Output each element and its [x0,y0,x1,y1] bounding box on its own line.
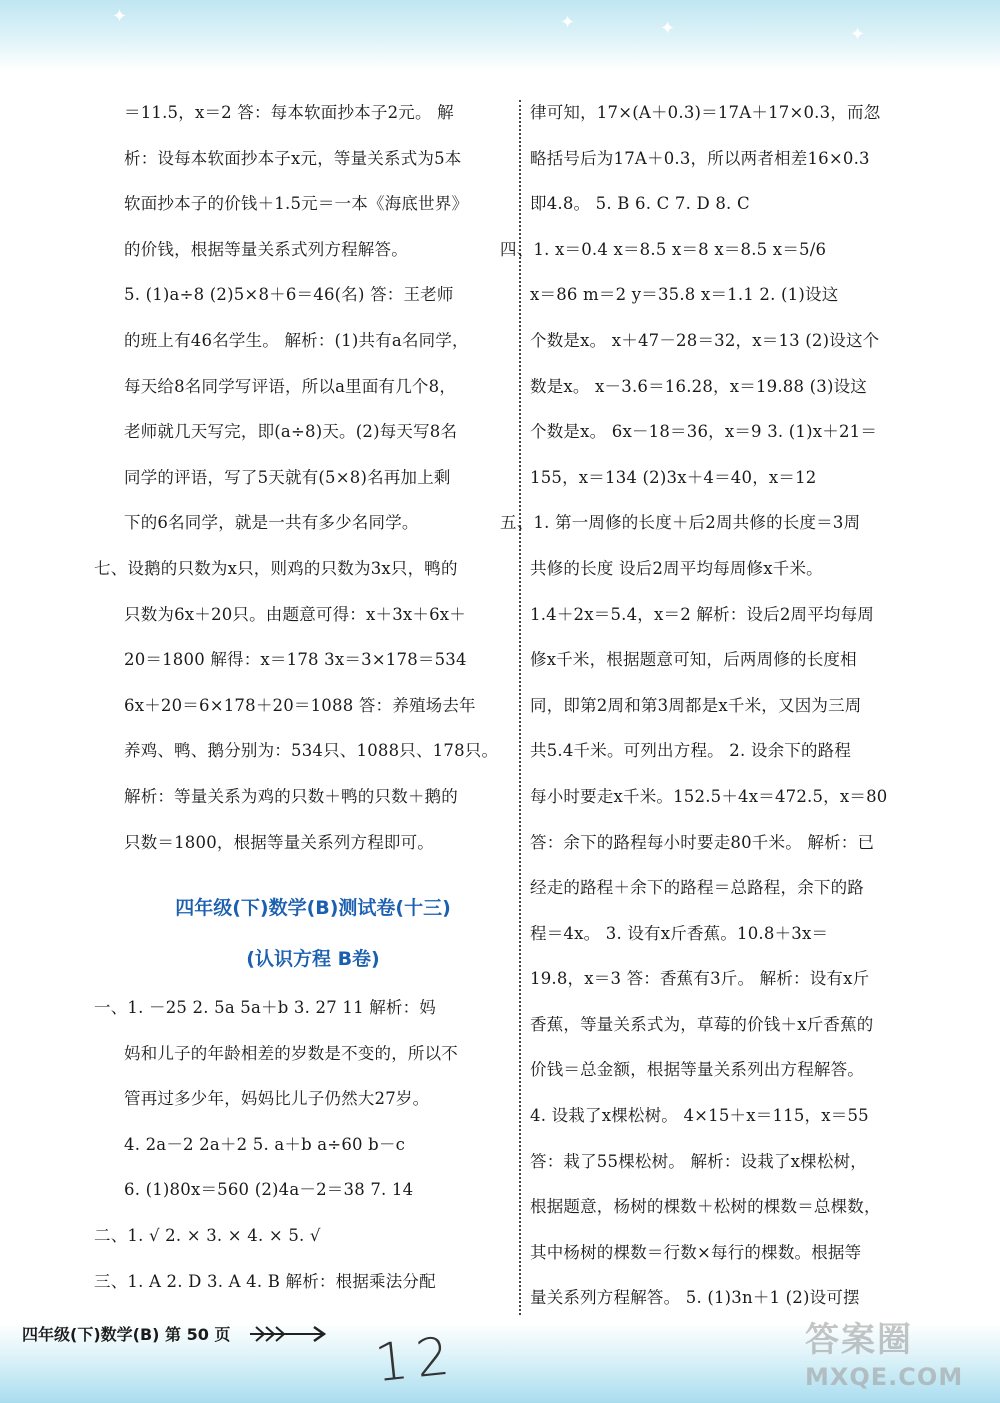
watermark-url: MXQE.COM [805,1363,964,1391]
text-line: 根据题意，杨树的棵数＋松树的棵数＝总棵数， [530,1197,881,1217]
text-line: 一、1. －25 2. 5a 5a＋b 3. 27 11 解析：妈 [94,998,437,1018]
text-line: 答：栽了55棵松树。 解析：设栽了x棵松树， [530,1151,867,1171]
text-line: 只数为6x＋20只。由题意可得：x＋3x＋6x＋ [124,604,467,624]
arrow-decoration-icon [248,1323,328,1345]
text-line: 共修的长度 设后2周平均每周修x千米。 [530,558,823,578]
text-line: 下的6名同学，就是一共有多少名同学。 [124,513,419,533]
text-line: 4. 2a－2 2a＋2 5. a＋b a÷60 b－c [124,1134,406,1154]
text-line: 5. (1)a÷8 (2)5×8＋6＝46(名) 答：王老师 [124,285,454,305]
watermark-logo [805,1312,995,1400]
text-line: 每天给8名同学写评语，所以a里面有几个8， [124,376,457,396]
text-line: 155，x＝134 (2)3x＋4＝40，x＝12 [530,467,817,487]
top-decorative-band [0,0,1000,70]
text-line: 二、1. √ 2. × 3. × 4. × 5. √ [94,1226,321,1246]
text-line: 4. 设栽了x棵松树。 4×15＋x＝115，x＝55 [530,1106,869,1126]
text-line: 妈和儿子的年龄相差的岁数是不变的，所以不 [124,1043,458,1063]
text-line: 略括号后为17A＋0.3，所以两者相差16×0.3 [530,148,870,168]
text-line: 软面抄本子的价钱＋1.5元＝一本《海底世界》 [124,194,469,214]
sparkle-icon: ✦ [560,12,576,33]
text-line: 共5.4千米。可列出方程。 2. 设余下的路程 [530,741,852,761]
text-line: 6x＋20＝6×178＋20＝1088 答：养殖场去年 [124,695,476,715]
text-line: x＝86 m＝2 y＝35.8 x＝1.1 2. (1)设这 [530,285,839,305]
text-line: 的价钱，根据等量关系式列方程解答。 [124,239,408,259]
text-line: 价钱＝总金额，根据等量关系列出方程解答。 [530,1060,864,1080]
left-column [94,90,502,1304]
text-line: 的班上有46名学生。 解析：(1)共有a名同学， [124,330,469,350]
section-title: 四年级(下)数学(B)测试卷(十三) [175,897,451,920]
right-column [500,90,935,1321]
text-line: 6. (1)80x＝560 (2)4a－2＝38 7. 14 [124,1180,414,1200]
text-line: 1.4＋2x＝5.4，x＝2 解析：设后2周平均每周 [530,604,875,624]
sparkle-icon: ✦ [660,18,676,39]
text-line: 程＝4x。 3. 设有x斤香蕉。10.8＋3x＝ [530,923,829,943]
text-line: ＝11.5，x＝2 答：每本软面抄本子2元。 解 [124,103,454,122]
text-line: 其中杨树的棵数＝行数×每行的棵数。根据等 [530,1242,862,1262]
text-line: 19.8，x＝3 答：香蕉有3斤。 解析：设有x斤 [530,969,870,989]
text-line: 老师就几天写完，即(a÷8)天。(2)每天写8名 [124,422,458,442]
text-line: 经走的路程＋余下的路程＝总路程，余下的路 [530,878,864,898]
text-line: 只数＝1800，根据等量关系列方程即可。 [124,832,434,852]
sparkle-icon: ✦ [112,6,128,27]
text-line: 七、设鹅的只数为x只，则鸡的只数为3x只，鸭的 [94,558,458,578]
text-line: 修x千米，根据题意可知，后两周修的长度相 [530,650,857,670]
text-line: 香蕉，等量关系式为，草莓的价钱＋x斤香蕉的 [530,1014,874,1034]
text-line: 析：设每本软面抄本子x元，等量关系式为5本 [124,148,462,168]
watermark-title: 答案圈 [805,1320,913,1360]
text-line: 解析：等量关系为鸡的只数＋鸭的只数＋鹅的 [124,786,458,806]
text-line: 同学的评语，写了5天就有(5×8)名再加上剩 [124,467,451,487]
page-label: 四年级(下)数学(B) 第 50 页 [22,1325,231,1344]
text-line: 每小时要走x千米。152.5＋4x＝472.5，x＝80 [530,786,888,806]
text-line: 量关系列方程解答。 5. (1)3n＋1 (2)设可摆 [530,1288,860,1308]
text-line: 数是x。 x－3.6＝16.28，x＝19.88 (3)设这 [530,376,867,396]
text-line: 养鸡、鸭、鹅分别为：534只、1088只、178只。 [124,741,499,761]
text-line: 五、1. 第一周修的长度＋后2周共修的长度＝3周 [500,513,861,533]
column-divider [519,100,521,1315]
text-line: 四、1. x＝0.4 x＝8.5 x＝8 x＝8.5 x＝5/6 [500,239,827,259]
handwritten-note: 12 [372,1325,461,1395]
sparkle-icon: ✦ [850,24,866,45]
text-line: 个数是x。 6x－18＝36，x＝9 3. (1)x＋21＝ [530,422,878,442]
text-line: 管再过多少年，妈妈比儿子仍然大27岁。 [124,1089,430,1109]
text-line: 三、1. A 2. D 3. A 4. B 解析：根据乘法分配 [94,1271,436,1291]
text-line: 答：余下的路程每小时要走80千米。 解析：已 [530,832,875,852]
section-subtitle: (认识方程 B卷) [246,948,380,971]
text-line: 同，即第2周和第3周都是x千米，又因为三周 [530,695,862,715]
text-line: 个数是x。 x＋47－28＝32，x＝13 (2)设这个 [530,330,880,350]
text-line: 即4.8。 5. B 6. C 7. D 8. C [530,194,750,214]
page-footer [22,1322,328,1345]
text-line: 20＝1800 解得：x＝178 3x＝3×178＝534 [124,650,467,670]
text-line: 律可知，17×(A＋0.3)＝17A＋17×0.3，而忽 [530,103,881,122]
